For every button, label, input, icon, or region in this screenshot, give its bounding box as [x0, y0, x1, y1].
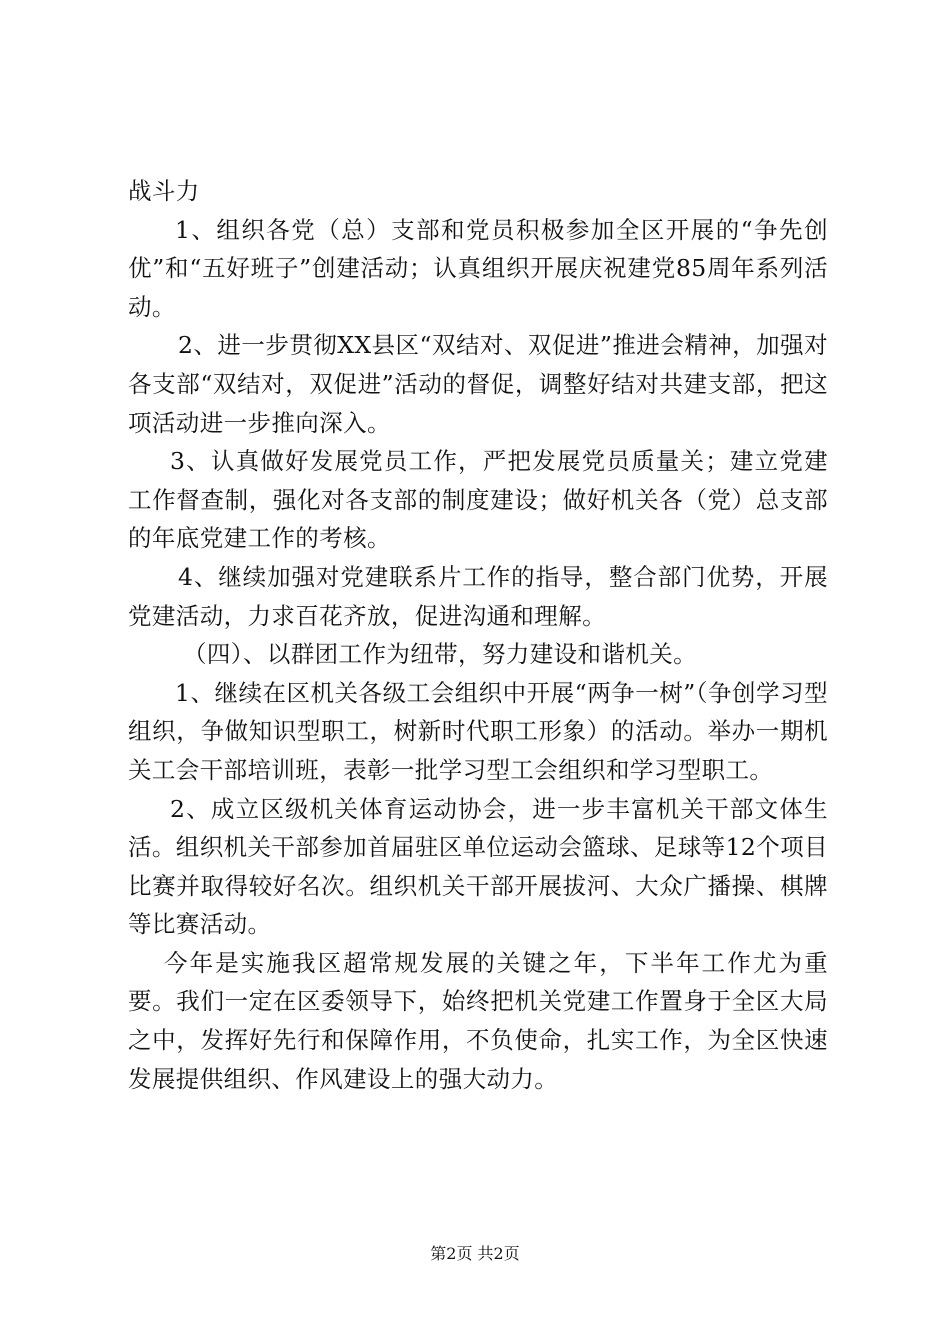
- paragraph-item-4: 4、继续加强对党建联系片工作的指导，整合部门优势，开展党建活动，力求百花齐放，促进沟通和理解。: [128, 562, 828, 630]
- paragraph-section4-item-2: 2、成立区级机关体育运动协会，进一步丰富机关干部文体生活。组织机关干部参加首届驻区单位运动会篮球、足球等12个项目比赛并取得较好名次。组织机关干部开展拔河、大众广播操、棋牌等比赛活动。: [128, 794, 828, 939]
- document-body: [128, 172, 828, 1098]
- section-heading-four: （四）、以群团工作为纽带，努力建设和谐机关。: [183, 640, 698, 669]
- paragraph-conclusion: 今年是实施我区超常规发展的关键之年，下半年工作尤为重要。我们一定在区委领导下，始终把机关党建工作置身于全区大局之中，发挥好先行和保障作用，不负使命，扎实工作，为全区快速发展提供组织、作风建设上的强大动力。: [128, 948, 828, 1093]
- paragraph-item-2: 2、进一步贯彻XX县区“双结对、双促进”推进会精神，加强对各支部“双结对，双促进”活动的督促，调整好结对共建支部，把这项活动进一步推向深入。: [128, 331, 828, 437]
- paragraph-item-3: 3、认真做好发展党员工作，严把发展党员质量关；建立党建工作督查制，强化对各支部的制度建设；做好机关各（党）总支部的年底党建工作的考核。: [128, 447, 828, 553]
- paragraph-heading-continuation: 战斗力: [128, 177, 200, 205]
- page-number-footer: 第2页 共2页: [430, 1244, 520, 1263]
- paragraph-item-1: 1、组织各党（总）支部和党员积极参加全区开展的“争先创优”和“五好班子”创建活动；认真组织开展庆祝建党85周年系列活动。: [128, 215, 828, 321]
- paragraph-section4-item-1: 1、继续在区机关各级工会组织中开展“两争一树”（争创学习型组织，争做知识型职工，树新时代职工形象）的活动。举办一期机关工会干部培训班，表彰一批学习型工会组织和学习型职工。: [128, 678, 828, 784]
